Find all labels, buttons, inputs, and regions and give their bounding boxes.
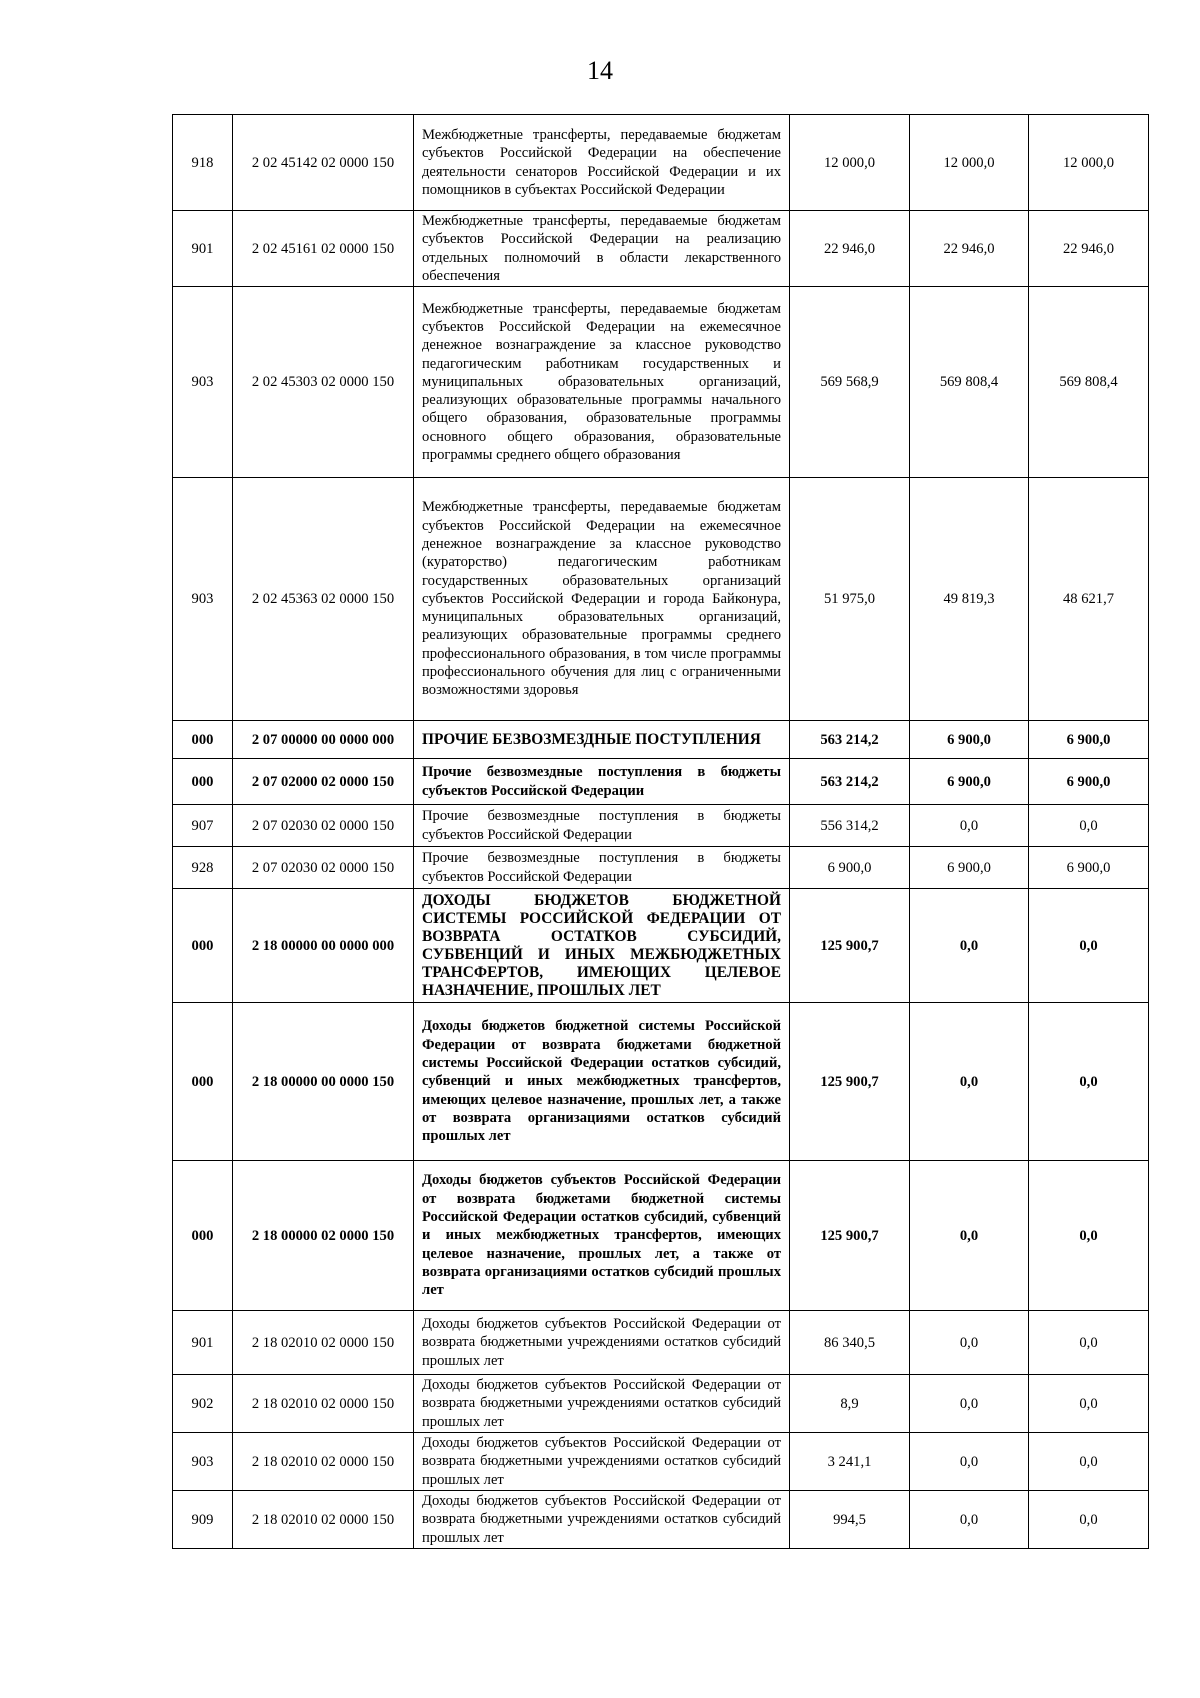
- revenue-name-cell: Доходы бюджетов субъектов Российской Федерации от возврата бюджетными учреждениями остатков субсидий прошлых лет: [414, 1491, 790, 1549]
- admin-code-cell: 907: [173, 805, 233, 847]
- budget-classification-code-cell: 2 18 00000 00 0000 150: [233, 1003, 414, 1161]
- admin-code-cell: 901: [173, 211, 233, 287]
- amount-year-1-cell: 6 900,0: [790, 847, 910, 889]
- amount-year-2-cell: 569 808,4: [910, 287, 1029, 478]
- revenue-name-cell: Межбюджетные трансферты, передаваемые бюджетам субъектов Российской Федерации на обеспечение деятельности сенаторов Российской Федерации и их помощников в субъектах Российской Федерации: [414, 115, 790, 211]
- admin-code-cell: 918: [173, 115, 233, 211]
- amount-year-1-cell: 125 900,7: [790, 1003, 910, 1161]
- amount-year-2-cell: 0,0: [910, 1311, 1029, 1375]
- table-row: [173, 759, 1149, 805]
- amount-year-1-cell: 556 314,2: [790, 805, 910, 847]
- amount-year-3-cell: 0,0: [1029, 1161, 1149, 1311]
- budget-classification-code-cell: 2 07 02030 02 0000 150: [233, 847, 414, 889]
- amount-year-3-cell: 0,0: [1029, 1491, 1149, 1549]
- budget-classification-code-cell: 2 18 02010 02 0000 150: [233, 1311, 414, 1375]
- budget-classification-code-cell: 2 02 45161 02 0000 150: [233, 211, 414, 287]
- amount-year-3-cell: 12 000,0: [1029, 115, 1149, 211]
- revenue-name-cell: Доходы бюджетов субъектов Российской Федерации от возврата бюджетными учреждениями остатков субсидий прошлых лет: [414, 1375, 790, 1433]
- amount-year-3-cell: 0,0: [1029, 1311, 1149, 1375]
- amount-year-1-cell: 22 946,0: [790, 211, 910, 287]
- page-number: 14: [587, 56, 613, 85]
- amount-year-3-cell: 48 621,7: [1029, 478, 1149, 721]
- revenue-name-cell: Доходы бюджетов субъектов Российской Федерации от возврата бюджетными учреждениями остатков субсидий прошлых лет: [414, 1311, 790, 1375]
- amount-year-2-cell: 12 000,0: [910, 115, 1029, 211]
- amount-year-2-cell: 0,0: [910, 1375, 1029, 1433]
- amount-year-2-cell: 6 900,0: [910, 759, 1029, 805]
- revenue-name-cell: ДОХОДЫ БЮДЖЕТОВ БЮДЖЕТНОЙ СИСТЕМЫ РОССИЙСКОЙ ФЕДЕРАЦИИ ОТ ВОЗВРАТА ОСТАТКОВ СУБСИДИЙ, СУБВЕНЦИЙ И ИНЫХ МЕЖБЮДЖЕТНЫХ ТРАНСФЕРТОВ, ИМЕЮЩИХ ЦЕЛЕВОЕ НАЗНАЧЕНИЕ, ПРОШЛЫХ ЛЕТ: [414, 889, 790, 1003]
- budget-classification-code-cell: 2 02 45303 02 0000 150: [233, 287, 414, 478]
- budget-classification-code-cell: 2 18 00000 00 0000 000: [233, 889, 414, 1003]
- budget-classification-code-cell: 2 18 02010 02 0000 150: [233, 1491, 414, 1549]
- budget-classification-code-cell: 2 07 02000 02 0000 150: [233, 759, 414, 805]
- table-row: [173, 211, 1149, 287]
- revenue-name-cell: Межбюджетные трансферты, передаваемые бюджетам субъектов Российской Федерации на ежемесячное денежное вознаграждение за классное руководство (кураторство) педагогическим работникам государственных образовательных организаций субъектов Российской Федерации и города Байконура, муниципальных образовательных организаций, реализующих образовательные программы среднего профессионального образования, в том числе программы профессионального обучения для лиц с ограниченными возможностями здоровья: [414, 478, 790, 721]
- admin-code-cell: 000: [173, 721, 233, 759]
- amount-year-2-cell: 22 946,0: [910, 211, 1029, 287]
- admin-code-cell: 901: [173, 1311, 233, 1375]
- table-body: [173, 115, 1149, 1549]
- amount-year-1-cell: 569 568,9: [790, 287, 910, 478]
- table-row: [173, 287, 1149, 478]
- budget-classification-code-cell: 2 18 00000 02 0000 150: [233, 1161, 414, 1311]
- amount-year-3-cell: 0,0: [1029, 805, 1149, 847]
- table-row: [173, 1161, 1149, 1311]
- table-row: [173, 1433, 1149, 1491]
- admin-code-cell: 902: [173, 1375, 233, 1433]
- amount-year-2-cell: 49 819,3: [910, 478, 1029, 721]
- table-row: [173, 721, 1149, 759]
- amount-year-3-cell: 569 808,4: [1029, 287, 1149, 478]
- budget-classification-code-cell: 2 07 02030 02 0000 150: [233, 805, 414, 847]
- admin-code-cell: 928: [173, 847, 233, 889]
- admin-code-cell: 903: [173, 1433, 233, 1491]
- amount-year-3-cell: 0,0: [1029, 1433, 1149, 1491]
- amount-year-1-cell: 12 000,0: [790, 115, 910, 211]
- revenue-name-cell: Доходы бюджетов субъектов Российской Федерации от возврата бюджетами бюджетной системы Российской Федерации остатков субсидий, субвенций и иных межбюджетных трансфертов, имеющих целевое назначение, прошлых лет, а также от возврата организациями остатков субсидий прошлых лет: [414, 1161, 790, 1311]
- admin-code-cell: 000: [173, 1161, 233, 1311]
- amount-year-1-cell: 86 340,5: [790, 1311, 910, 1375]
- budget-revenue-table: [172, 114, 1149, 1549]
- table-row: [173, 478, 1149, 721]
- amount-year-1-cell: 3 241,1: [790, 1433, 910, 1491]
- amount-year-3-cell: 0,0: [1029, 889, 1149, 1003]
- amount-year-3-cell: 22 946,0: [1029, 211, 1149, 287]
- revenue-name-cell: Межбюджетные трансферты, передаваемые бюджетам субъектов Российской Федерации на реализацию отдельных полномочий в области лекарственного обеспечения: [414, 211, 790, 287]
- amount-year-1-cell: 8,9: [790, 1375, 910, 1433]
- amount-year-2-cell: 0,0: [910, 1491, 1029, 1549]
- revenue-name-cell: Прочие безвозмездные поступления в бюджеты субъектов Российской Федерации: [414, 805, 790, 847]
- amount-year-2-cell: 0,0: [910, 1161, 1029, 1311]
- budget-classification-code-cell: 2 18 02010 02 0000 150: [233, 1375, 414, 1433]
- table-row: [173, 1375, 1149, 1433]
- amount-year-1-cell: 125 900,7: [790, 889, 910, 1003]
- revenue-name-cell: Прочие безвозмездные поступления в бюджеты субъектов Российской Федерации: [414, 847, 790, 889]
- amount-year-2-cell: 6 900,0: [910, 847, 1029, 889]
- amount-year-1-cell: 563 214,2: [790, 759, 910, 805]
- revenue-name-cell: Межбюджетные трансферты, передаваемые бюджетам субъектов Российской Федерации на ежемесячное денежное вознаграждение за классное руководство педагогическим работникам государственных и муниципальных образовательных организаций, реализующих образовательные программы начального общего образования, образовательные программы основного общего образования, образовательные программы среднего общего образования: [414, 287, 790, 478]
- amount-year-3-cell: 6 900,0: [1029, 721, 1149, 759]
- amount-year-2-cell: 6 900,0: [910, 721, 1029, 759]
- budget-classification-code-cell: 2 02 45363 02 0000 150: [233, 478, 414, 721]
- admin-code-cell: 903: [173, 478, 233, 721]
- table-row: [173, 1003, 1149, 1161]
- revenue-name-cell: ПРОЧИЕ БЕЗВОЗМЕЗДНЫЕ ПОСТУПЛЕНИЯ: [414, 721, 790, 759]
- amount-year-3-cell: 0,0: [1029, 1375, 1149, 1433]
- admin-code-cell: 000: [173, 1003, 233, 1161]
- budget-classification-code-cell: 2 07 00000 00 0000 000: [233, 721, 414, 759]
- admin-code-cell: 000: [173, 889, 233, 1003]
- revenue-name-cell: Прочие безвозмездные поступления в бюджеты субъектов Российской Федерации: [414, 759, 790, 805]
- amount-year-1-cell: 125 900,7: [790, 1161, 910, 1311]
- amount-year-2-cell: 0,0: [910, 1433, 1029, 1491]
- budget-classification-code-cell: 2 18 02010 02 0000 150: [233, 1433, 414, 1491]
- amount-year-3-cell: 6 900,0: [1029, 759, 1149, 805]
- admin-code-cell: 000: [173, 759, 233, 805]
- amount-year-1-cell: 994,5: [790, 1491, 910, 1549]
- admin-code-cell: 909: [173, 1491, 233, 1549]
- revenue-name-cell: Доходы бюджетов бюджетной системы Российской Федерации от возврата бюджетами бюджетной системы Российской Федерации остатков субсидий, субвенций и иных межбюджетных трансфертов, имеющих целевое назначение, прошлых лет, а также от возврата организациями остатков субсидий прошлых лет: [414, 1003, 790, 1161]
- amount-year-2-cell: 0,0: [910, 1003, 1029, 1161]
- amount-year-2-cell: 0,0: [910, 889, 1029, 1003]
- amount-year-3-cell: 6 900,0: [1029, 847, 1149, 889]
- amount-year-3-cell: 0,0: [1029, 1003, 1149, 1161]
- table-row: [173, 889, 1149, 1003]
- table-row: [173, 847, 1149, 889]
- amount-year-1-cell: 51 975,0: [790, 478, 910, 721]
- table-row: [173, 805, 1149, 847]
- budget-classification-code-cell: 2 02 45142 02 0000 150: [233, 115, 414, 211]
- table-row: [173, 115, 1149, 211]
- admin-code-cell: 903: [173, 287, 233, 478]
- amount-year-2-cell: 0,0: [910, 805, 1029, 847]
- revenue-name-cell: Доходы бюджетов субъектов Российской Федерации от возврата бюджетными учреждениями остатков субсидий прошлых лет: [414, 1433, 790, 1491]
- amount-year-1-cell: 563 214,2: [790, 721, 910, 759]
- table-row: [173, 1311, 1149, 1375]
- table-row: [173, 1491, 1149, 1549]
